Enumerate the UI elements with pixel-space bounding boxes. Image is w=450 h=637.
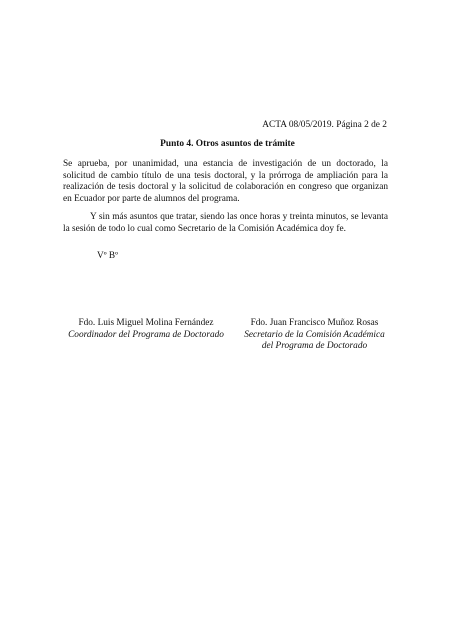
coordinator-name: Fdo. Luis Miguel Molina Fernández (78, 318, 214, 328)
acta-reference: ACTA 08/05/2019. Página 2 de 2 (262, 120, 387, 130)
secretary-role-line2: del Programa de Doctorado (261, 341, 368, 352)
visto-bueno-label: Vº Bº (97, 251, 119, 261)
section-title: Punto 4. Otros asuntos de trámite (160, 139, 295, 149)
closing-paragraph: Y sin más asuntos que tratar, siendo las once horas y treinta minutos, se levanta la sesión de todo lo cual como Secretario de la Comisión Académica doy fe. (63, 212, 388, 234)
coordinator-role: Coordinador del Programa de Doctorado (68, 329, 224, 340)
signature-coordinator (60, 318, 232, 341)
resolution-paragraph: Se aprueba, por unanimidad, una estancia de investigación de un doctorado, la solicitud de cambio título de una tesis doctoral, y la prórroga de ampliación para la realización de tesis doctoral y la solicitud de colaboración en congreso que organizan en Ecuador por parte de alumnos del programa. (63, 159, 388, 204)
signature-secretary (232, 318, 397, 353)
secretary-role-line1: Secretario de la Comisión Académica (244, 329, 385, 340)
secretary-name: Fdo. Juan Francisco Muñoz Rosas (250, 318, 379, 328)
